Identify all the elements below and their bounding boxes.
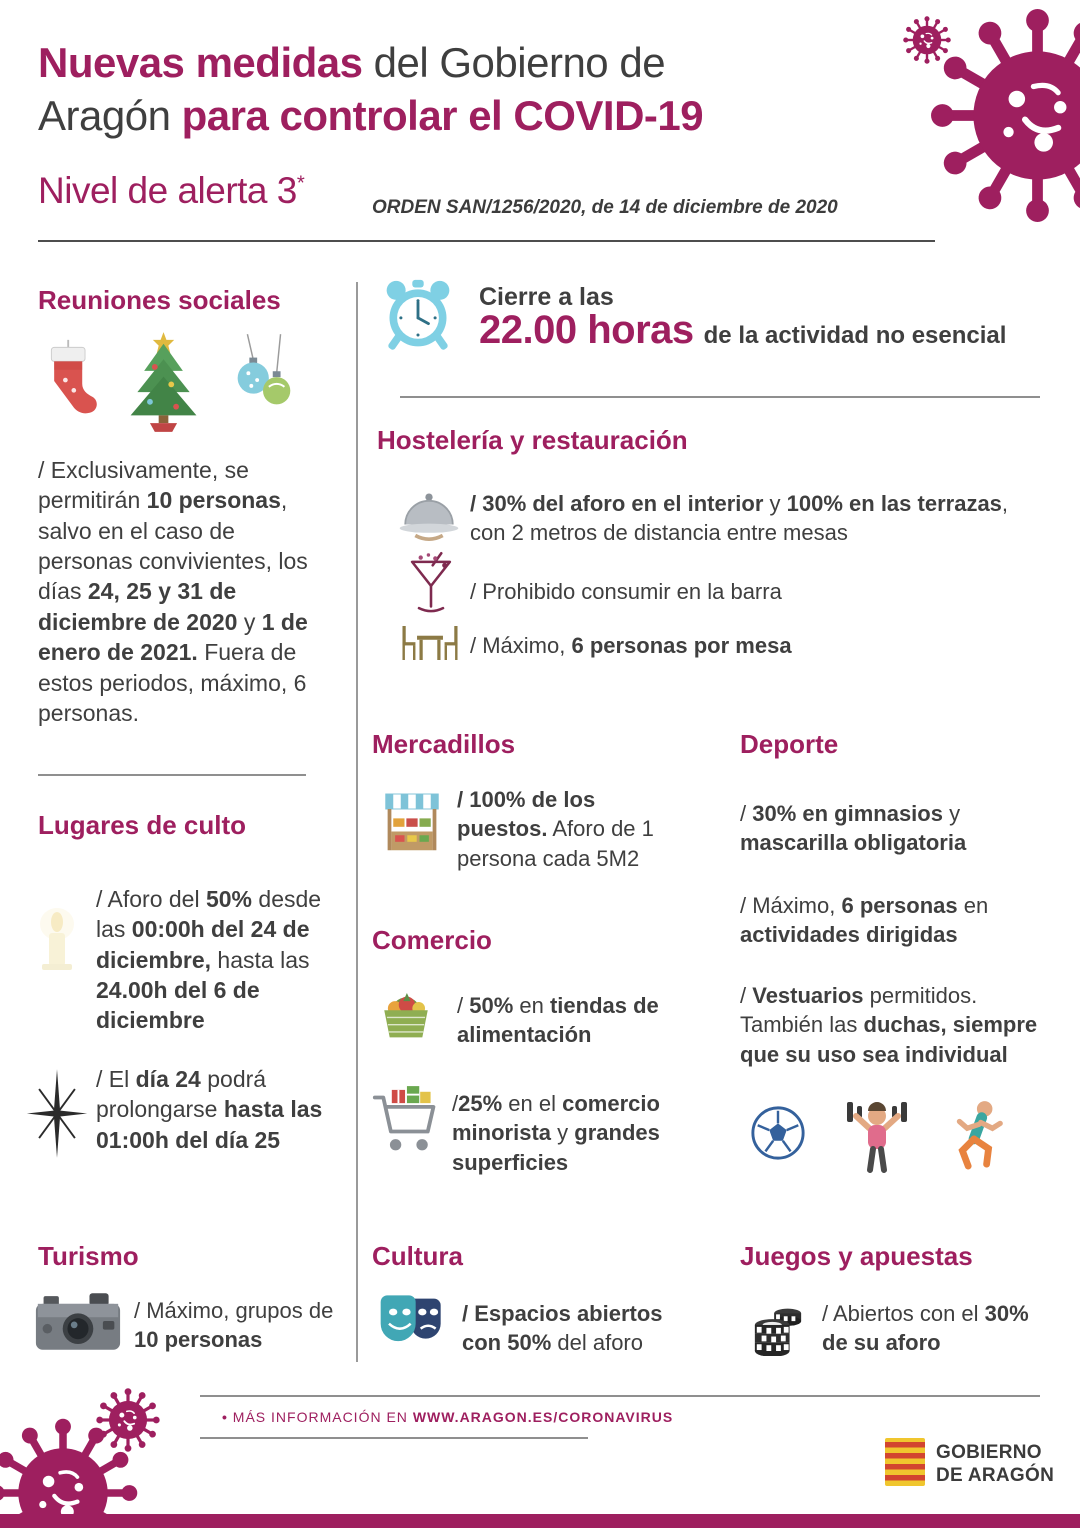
camera-icon	[34, 1288, 122, 1356]
candle-icon	[22, 900, 92, 980]
table-and-chairs-icon	[396, 621, 464, 665]
section-heading-juegos: Juegos y apuestas	[740, 1241, 973, 1271]
footer-info: • MÁS INFORMACIÓN EN WWW.ARAGON.ES/CORONAVIRUS	[222, 1409, 674, 1425]
hosteleria-item-aforo: / 30% del aforo en el interior y 100% en las terrazas, con 2 metros de distancia entre mesas	[470, 491, 1009, 546]
closure-lead: Cierre a las	[479, 283, 614, 311]
comercio-item-minorista: /25% en el comercio minorista y grandes superficies	[452, 1091, 660, 1175]
logo-line-1: GOBIERNO	[936, 1442, 1042, 1463]
closure-row	[479, 308, 1006, 353]
reuniones-body: / Exclusivamente, se permitirán 10 personas, salvo en el caso de personas convivientes, los días 24, 25 y 31 de diciembre de 2020 y 1 de enero de 2021. Fuera de estos periodos, máximo, 6 personas.	[38, 457, 308, 726]
section-heading-lugares-culto: Lugares de culto	[38, 810, 247, 840]
christmas-tree-icon	[118, 330, 210, 432]
bottom-accent-bar	[0, 1514, 1080, 1528]
closure-time: 22.00 horas	[479, 308, 694, 352]
column-divider	[356, 282, 358, 1362]
header-divider	[38, 240, 935, 242]
poker-chips-icon	[751, 1292, 805, 1356]
section-heading-comercio: Comercio	[372, 925, 492, 955]
title-line-2: Aragón para controlar el COVID-19	[38, 92, 704, 139]
theater-masks-icon	[379, 1290, 449, 1354]
weightlifter-icon	[843, 1094, 911, 1176]
divider	[38, 774, 306, 776]
comercio-item-alimentacion: / 50% en tiendas de alimentación	[457, 993, 659, 1048]
page-title	[38, 36, 938, 142]
mercadillos-item: / 100% de los puestos. Aforo de 1 persona cada 5M2	[457, 787, 654, 871]
soccer-ball-icon	[749, 1104, 807, 1162]
sparkle-star-icon	[24, 1068, 90, 1160]
shopping-cart-icon	[371, 1080, 441, 1166]
christmas-baubles-icon	[224, 334, 302, 427]
cocktail-glass-icon	[407, 549, 455, 621]
market-stall-icon	[382, 790, 442, 858]
section-heading-deporte: Deporte	[740, 729, 839, 759]
deporte-item-actividades: / Máximo, 6 personas en actividades dirigidas	[740, 893, 989, 948]
runner-icon	[942, 1098, 1006, 1176]
footer-divider-bottom	[200, 1437, 588, 1439]
coronavirus-icon	[930, 8, 1080, 223]
grocery-basket-icon	[377, 983, 435, 1041]
section-heading-mercadillos: Mercadillos	[372, 729, 516, 759]
turismo-item: / Máximo, grupos de 10 personas	[134, 1298, 334, 1353]
alert-level: Nivel de alerta 3*	[38, 170, 305, 211]
section-heading-turismo: Turismo	[38, 1241, 139, 1271]
closure-scope: de la actividad no esencial	[703, 322, 1007, 349]
lugares-culto-item-dia24: / El día 24 podrá prolongarse hasta las 01:00h del día 25	[96, 1066, 323, 1153]
juegos-item: / Abiertos con el 30% de su aforo	[822, 1301, 1029, 1356]
lugares-culto-item-aforo: / Aforo del 50% desde las 00:00h del 24 de diciembre, hasta las 24.00h del 6 de diciembre	[96, 886, 322, 1034]
hosteleria-item-mesa: / Máximo, 6 personas por mesa	[470, 633, 792, 658]
hosteleria-item-barra: / Prohibido consumir en la barra	[470, 579, 782, 604]
gobierno-aragon-logo	[936, 1441, 1054, 1487]
cultura-item: / Espacios abiertos con 50% del aforo	[462, 1301, 663, 1356]
section-heading-reuniones: Reuniones sociales	[38, 285, 281, 315]
footer-divider-top	[200, 1395, 1040, 1397]
aragon-flag-shield-icon	[884, 1437, 926, 1487]
title-line-1: Nuevas medidas del Gobierno de	[38, 39, 666, 86]
christmas-stocking-icon	[40, 338, 102, 424]
serving-cloche-icon	[397, 487, 461, 542]
alarm-clock-icon	[380, 276, 456, 356]
deporte-item-gimnasios: / 30% en gimnasios y mascarilla obligatoria	[740, 801, 967, 856]
deporte-item-vestuarios: / Vestuarios permitidos. También las duchas, siempre que su uso sea individual	[740, 983, 1038, 1067]
section-heading-cultura: Cultura	[372, 1241, 463, 1271]
section-heading-hosteleria: Hostelería y restauración	[377, 425, 688, 455]
divider	[400, 396, 1040, 398]
coronavirus-icon	[0, 1418, 138, 1528]
order-reference: ORDEN SAN/1256/2020, de 14 de diciembre de 2020	[372, 197, 838, 218]
logo-line-2: DE ARAGÓN	[936, 1465, 1055, 1486]
